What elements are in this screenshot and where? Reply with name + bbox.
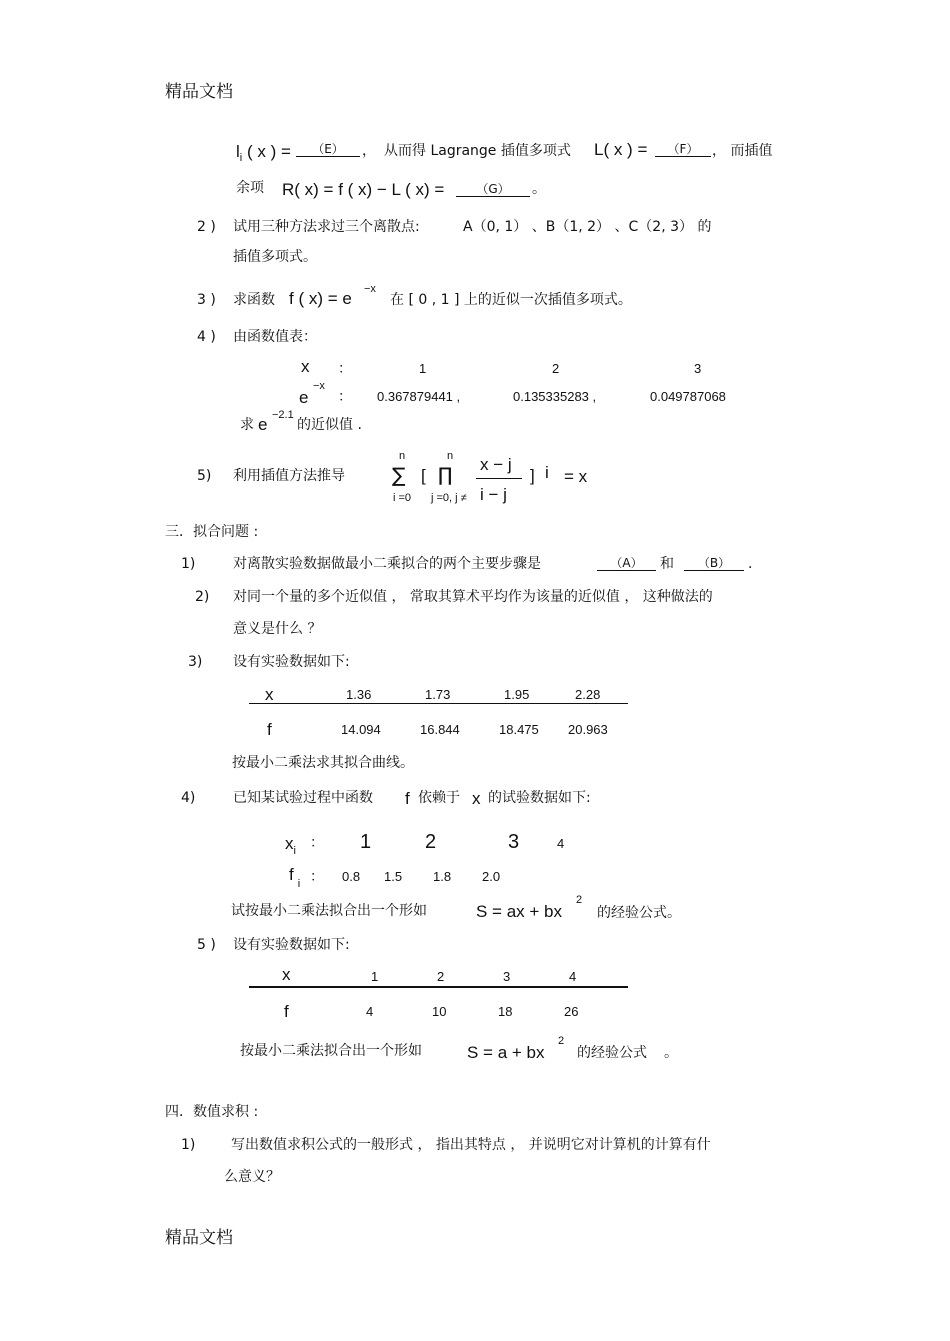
fit-q5-formula-sup: 2 (558, 1035, 565, 1047)
fit-q3-x-val: 1.95 (504, 687, 530, 702)
fit-q3-f-val: 14.094 (341, 722, 381, 737)
fit-q3-f-val: 18.475 (499, 722, 539, 737)
fit-q4-formula-sup: 2 (576, 894, 583, 906)
fit-q4-x-label (285, 835, 296, 857)
fit-q1-and: 和 (660, 556, 674, 572)
page-footer-watermark: 精品文档 (165, 1228, 233, 1248)
q2-points: A（0, 1） 、B（1, 2） 、C（2, 3） 的 (463, 219, 712, 235)
q5-prod-lower: j =0, j ≠ (431, 492, 467, 504)
fit-q2-text: 对同一个量的多个近似值 ， 常取其算术平均作为该量的近似值 ， 这种做法的 (233, 589, 713, 605)
basis-poly-sub: i (239, 152, 243, 164)
fit-q3-f-label: f (267, 720, 272, 739)
fit-q3-number: 3) (188, 654, 203, 670)
q5-prod-symbol: ∏ (438, 464, 453, 486)
comma: ， (362, 143, 376, 159)
fit-q4-f-val: 2.0 (482, 869, 501, 884)
q4-x-val: 1 (419, 361, 427, 376)
q3-exponent: −x (364, 283, 376, 295)
q4-e2: e (258, 415, 268, 434)
q3-text: 求函数 (233, 292, 275, 308)
blank-a[interactable]: （A） (597, 556, 656, 571)
fit-q4-formula: S = ax + bx (476, 902, 562, 921)
blank-f[interactable]: （F） (655, 142, 711, 157)
blank-g[interactable]: （G） (456, 182, 530, 197)
fit-q1-number: 1) (181, 556, 196, 572)
q2-number: 2 ) (197, 219, 216, 235)
q4-x-val: 3 (694, 361, 702, 376)
after-f-text: ， 而插值 (712, 143, 773, 159)
q4-e-label: e (299, 388, 309, 407)
blank-b[interactable]: （B） (684, 556, 744, 571)
fit-q4-x: x (472, 789, 481, 808)
fit-q2-number: 2) (195, 589, 210, 605)
integ-q1-text: 写出数值求积公式的一般形式 ， 指出其特点 ， 并说明它对计算机的计算有什 (231, 1137, 711, 1153)
lagrange-text: 从而得 Lagrange 插值多项式 (384, 143, 571, 159)
fit-q4-x-colon: ： (310, 835, 324, 851)
fit-q1-text: 对离散实验数据做最小二乘拟合的两个主要步骤是 (233, 556, 541, 572)
q4-text: 由函数值表： (233, 329, 317, 345)
fit-q4-f-colon: ： (310, 869, 324, 885)
q5-number: 5) (197, 468, 212, 484)
fit-q5-x-val: 3 (503, 969, 511, 984)
q5-denominator: i − j (480, 485, 507, 504)
q5-fraction-bar (476, 478, 522, 479)
fit-q3-x-val: 1.73 (425, 687, 451, 702)
fit-q5-formula: S = a + bx (467, 1043, 545, 1062)
fit-q5-table-rule (249, 986, 628, 988)
fit-q3-text: 设有实验数据如下: (233, 654, 350, 670)
fit-q5-f-val: 18 (498, 1004, 513, 1019)
basis-poly-symbol (236, 143, 291, 164)
fit-q4-x-val: 1 (360, 831, 372, 853)
fit-q3-table-rule (249, 703, 628, 704)
fit-q5-tail-c: 。 (664, 1045, 678, 1061)
fit-q4-f-label (289, 866, 300, 890)
q5-prod-upper: n (447, 450, 454, 462)
fit-q5-f-val: 4 (366, 1004, 374, 1019)
fit-q3-tail: 按最小二乘法求其拟合曲线。 (232, 755, 414, 771)
q4-e-val: 0.049787068 (650, 389, 726, 404)
integ-q1-number: 1) (181, 1137, 196, 1153)
fit-q4-x-sym: x (285, 834, 294, 853)
fit-q4-x-val: 2 (425, 831, 437, 853)
fit-q5-f-val: 10 (432, 1004, 447, 1019)
fit-q4-f: f (405, 789, 410, 808)
section-integ-heading: 四．数值求积 : (165, 1104, 259, 1120)
fit-q4-x-sub: i (293, 845, 296, 857)
q5-sum-upper: n (399, 450, 406, 462)
fit-q4-x-val: 3 (508, 831, 520, 853)
q5-text: 利用插值方法推导 (233, 468, 345, 484)
fit-q2-text-2: 意义是什么 ？ (233, 621, 322, 637)
fit-q5-tail-b: 的经验公式 (577, 1045, 647, 1061)
q5-left-bracket: [ (421, 466, 426, 485)
blank-e[interactable]: （E） (296, 142, 360, 157)
q5-numerator: x − j (480, 455, 512, 474)
remainder-formula: R( x) = f ( x) − L ( x) = (282, 180, 445, 199)
q5-equals-x: = x (564, 467, 588, 486)
fit-q5-x-label: x (282, 965, 291, 984)
fit-q5-f-label: f (284, 1002, 289, 1021)
q5-sum-symbol: ∑ (392, 463, 406, 487)
fit-q4-tail-a: 试按最小二乘法拟合出一个形如 (231, 903, 427, 919)
q4-x-colon: ： (338, 361, 352, 377)
fit-q4-text-b: 依赖于 (418, 790, 460, 806)
fit-q3-x-label: x (265, 685, 274, 704)
lagrange-lx: L( x ) = (594, 140, 648, 159)
fit-q3-f-val: 20.963 (568, 722, 608, 737)
section-fit-heading: 三．拟合问题 : (165, 524, 259, 540)
fit-q4-f-sub: i (297, 878, 301, 890)
q5-i: i (545, 463, 549, 482)
fit-q4-tail-b: 的经验公式。 (597, 905, 681, 921)
q4-number: 4 ) (197, 329, 216, 345)
q5-right-bracket: ] (530, 466, 535, 485)
q4-ask-2: 的近似值 . (297, 417, 362, 433)
fit-q5-text: 设有实验数据如下: (233, 937, 350, 953)
basis-poly-l: l (236, 142, 240, 161)
q4-e-val: 0.135335283 , (513, 389, 597, 404)
fit-q3-x-val: 2.28 (575, 687, 601, 702)
fit-q4-f-sym: f (289, 865, 294, 884)
fit-q4-text-a: 已知某试验过程中函数 (233, 790, 373, 806)
fit-q4-number: 4) (181, 790, 196, 806)
q4-e-colon: ： (338, 389, 352, 405)
remainder-label: 余项 (236, 180, 264, 196)
fit-q5-tail-a: 按最小二乘法拟合出一个形如 (240, 1043, 422, 1059)
integ-q1-text-2: 么意义？ (224, 1169, 280, 1185)
fit-q5-x-val: 2 (437, 969, 445, 984)
fit-q5-x-val: 4 (569, 969, 577, 984)
q4-e-exponent: −x (313, 380, 325, 392)
q3-rest: 在 [ 0 , 1 ] 上的近似一次插值多项式。 (390, 292, 632, 308)
fit-q4-x-val: 4 (557, 836, 565, 851)
q4-x-val: 2 (552, 361, 560, 376)
q4-ask: 求 (240, 417, 254, 433)
fit-q5-x-val: 1 (371, 969, 379, 984)
q3-number: 3 ) (197, 292, 216, 308)
fit-q4-text-c: 的试验数据如下: (488, 790, 591, 806)
page-header-watermark: 精品文档 (165, 82, 233, 102)
fit-q3-f-val: 16.844 (420, 722, 460, 737)
q5-sum-lower: i =0 (393, 492, 412, 504)
period: 。 (532, 181, 546, 197)
fit-q5-f-val: 26 (564, 1004, 579, 1019)
q2-text: 试用三种方法求过三个离散点: (233, 219, 420, 235)
q2-text-2: 插值多项式。 (233, 249, 317, 265)
fit-q3-x-val: 1.36 (346, 687, 372, 702)
fit-q5-number: 5 ) (197, 937, 216, 953)
q4-x-label: x (301, 357, 310, 376)
fit-q4-f-val: 1.5 (384, 869, 403, 884)
q3-function: f ( x) = e (289, 289, 352, 308)
q4-e2-exponent: −2.1 (272, 409, 294, 421)
fit-q4-f-val: 0.8 (342, 869, 361, 884)
fit-q4-f-val: 1.8 (433, 869, 452, 884)
basis-poly-arg: ( x ) = (246, 142, 291, 161)
fit-q1-end: . (748, 556, 753, 572)
q4-e-val: 0.367879441 , (377, 389, 461, 404)
